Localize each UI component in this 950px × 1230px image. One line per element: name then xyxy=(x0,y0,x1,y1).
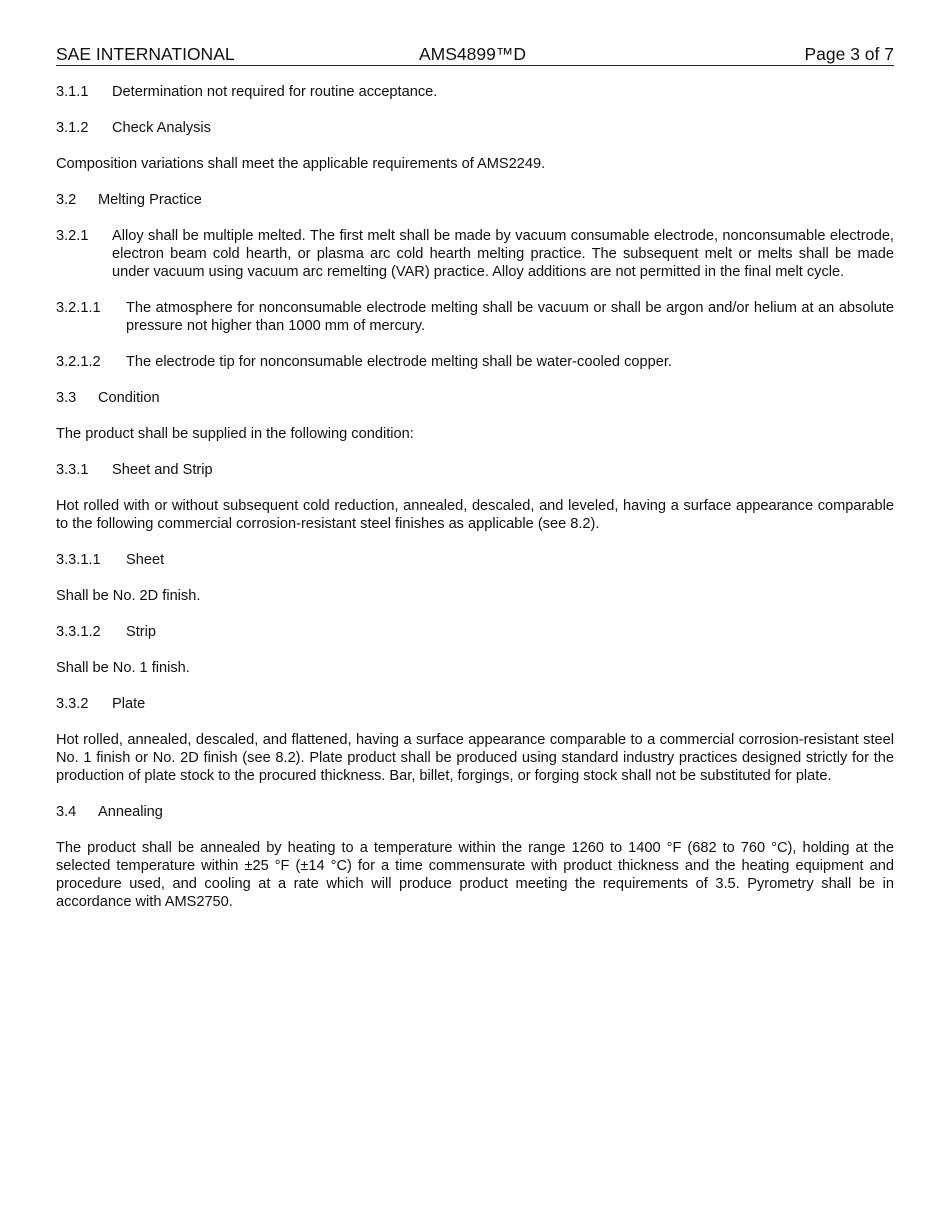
section-number: 3.2.1.2 xyxy=(56,354,101,370)
heading-title: Condition xyxy=(98,390,160,406)
heading-3-3-2 xyxy=(56,695,894,713)
heading-title: Sheet xyxy=(126,552,165,568)
heading-number: 3.4 xyxy=(56,804,77,820)
document-body xyxy=(56,83,894,929)
section-3-2-1-1 xyxy=(56,299,894,335)
heading-number: 3.3 xyxy=(56,390,77,406)
heading-number: 3.3.1.1 xyxy=(56,552,101,568)
heading-3-1-2 xyxy=(56,119,894,137)
heading-3-3-1-2 xyxy=(56,623,894,641)
paragraph-sheet-finish: Shall be No. 2D finish. xyxy=(56,588,201,604)
heading-title: Annealing xyxy=(98,804,163,820)
heading-3-2 xyxy=(56,191,894,209)
section-3-1-1 xyxy=(56,83,894,101)
paragraph-annealing: The product shall be annealed by heating to a temperature within the range 1260 to 1400 °F (682 to 760 °C), holding at the selected temperature within ±25 °F (±14 °C) for a time commensurate with product thickness and the heating equipment and procedure used, and cooling at a rate which will produce product meeting the requirements of 3.5. Pyrometry shall be in accordance with AMS2750. xyxy=(56,840,894,910)
heading-title: Plate xyxy=(112,696,146,712)
section-text: Determination not required for routine acceptance. xyxy=(112,84,438,100)
paragraph-composition: Composition variations shall meet the applicable requirements of AMS2249. xyxy=(56,156,546,172)
heading-number: 3.3.2 xyxy=(56,696,89,712)
heading-3-3-1 xyxy=(56,461,894,479)
heading-number: 3.3.1.2 xyxy=(56,624,101,640)
paragraph-sheet-strip: Hot rolled with or without subsequent cold reduction, annealed, descaled, and leveled, having a surface appearance comparable to the following commercial corrosion-resistant steel finishes as applicable (see 8.2). xyxy=(56,498,894,532)
section-number: 3.2.1 xyxy=(56,228,89,244)
section-3-2-1 xyxy=(56,227,894,281)
heading-3-3-1-1 xyxy=(56,551,894,569)
heading-3-3 xyxy=(56,389,894,407)
heading-title: Strip xyxy=(126,624,157,640)
paragraph-condition: The product shall be supplied in the following condition: xyxy=(56,426,414,442)
section-number: 3.1.1 xyxy=(56,84,89,100)
heading-number: 3.2 xyxy=(56,192,77,208)
heading-number: 3.3.1 xyxy=(56,462,89,478)
section-3-2-1-2 xyxy=(56,353,894,371)
heading-3-4 xyxy=(56,803,894,821)
paragraph-strip-finish: Shall be No. 1 finish. xyxy=(56,660,190,676)
heading-title: Check Analysis xyxy=(112,120,211,136)
heading-number: 3.1.2 xyxy=(56,120,89,136)
section-text: The atmosphere for nonconsumable electrode melting shall be vacuum or shall be argon and/or helium at an absolute pressure not higher than 1000 mm of mercury. xyxy=(126,300,894,334)
header-org: SAE INTERNATIONAL xyxy=(56,44,235,64)
heading-title: Sheet and Strip xyxy=(112,462,213,478)
header-page-number: Page 3 of 7 xyxy=(804,44,894,64)
heading-title: Melting Practice xyxy=(98,192,202,208)
section-text: Alloy shall be multiple melted. The first melt shall be made by vacuum consumable electrode, nonconsumable electrode, electron beam cold hearth, or plasma arc cold hearth melting practice. The subsequent melt or melts shall be made under vacuum using vacuum arc remelting (VAR) practice. Alloy additions are not permitted in the final melt cycle. xyxy=(112,228,894,280)
section-number: 3.2.1.1 xyxy=(56,300,101,316)
paragraph-plate: Hot rolled, annealed, descaled, and flattened, having a surface appearance comparable to a commercial corrosion-resistant steel No. 1 finish or No. 2D finish (see 8.2). Plate product shall be produced using standard industry practices designed strictly for the production of plate stock to the procured thickness. Bar, billet, forgings, or forging stock shall not be substituted for plate. xyxy=(56,732,894,784)
section-text: The electrode tip for nonconsumable electrode melting shall be water-cooled copper. xyxy=(126,354,672,370)
page-header xyxy=(56,44,894,66)
header-doc-id: AMS4899™D xyxy=(419,44,526,64)
